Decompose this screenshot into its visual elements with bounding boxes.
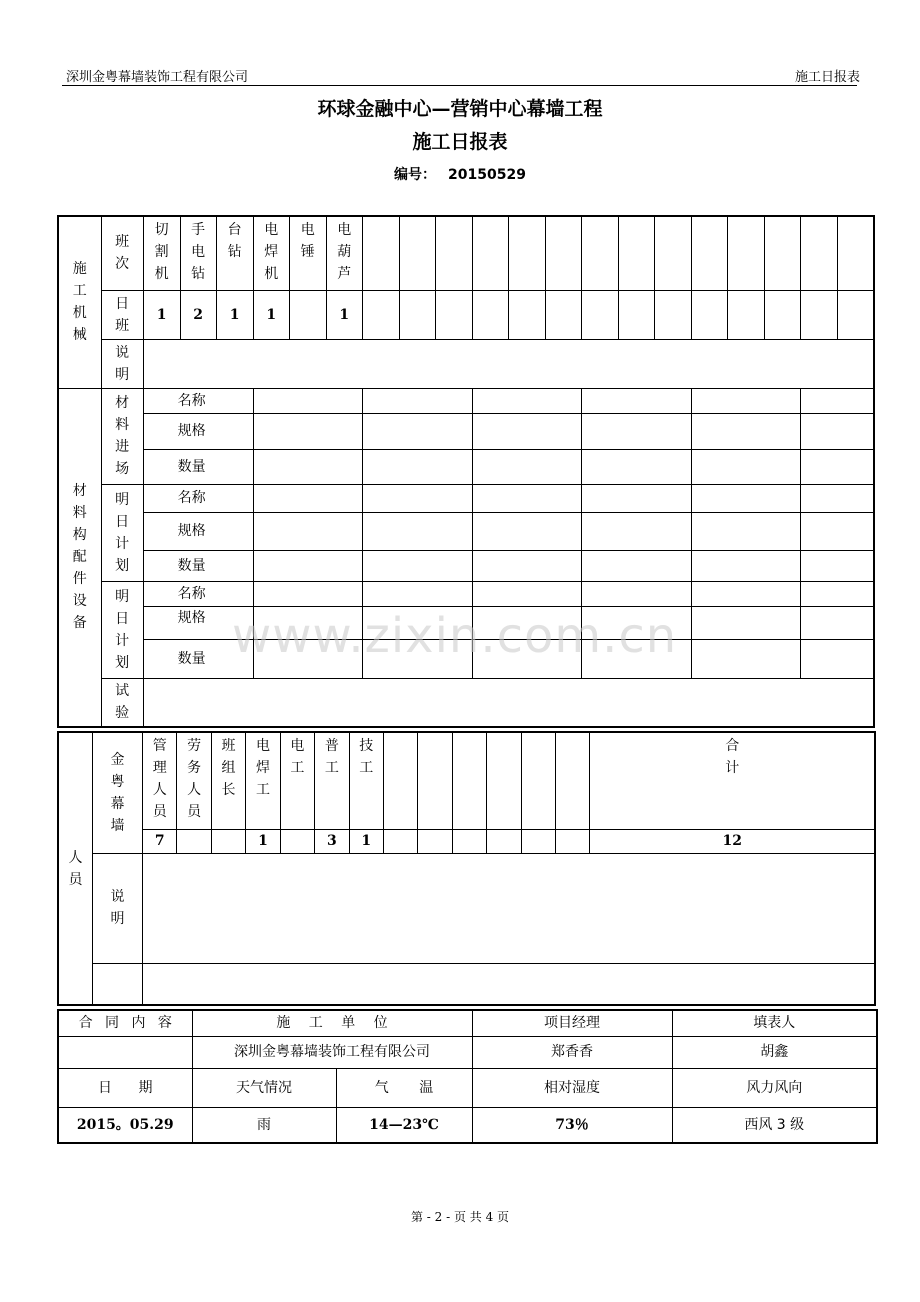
weather-label: 天气情况 bbox=[192, 1068, 336, 1107]
blank-cell bbox=[692, 512, 801, 550]
blank-cell bbox=[253, 581, 362, 606]
material-row-label: 名称 bbox=[143, 388, 253, 413]
equipment-count bbox=[289, 290, 326, 339]
date-label: 日 期 bbox=[58, 1068, 192, 1107]
unit-label: 施 工 单 位 bbox=[192, 1010, 472, 1036]
contract-label: 合 同 内 容 bbox=[58, 1010, 192, 1036]
material-row-label: 数量 bbox=[143, 550, 253, 581]
blank-cell bbox=[472, 550, 581, 581]
header-company: 深圳金粤幕墙装饰工程有限公司 bbox=[66, 70, 249, 85]
equipment-count: 1 bbox=[326, 290, 362, 339]
blank-cell bbox=[801, 581, 874, 606]
humidity-value: 73％ bbox=[472, 1107, 672, 1143]
blank-cell bbox=[801, 606, 874, 639]
blank-cell bbox=[508, 290, 545, 339]
role-name: 普工 bbox=[315, 732, 349, 829]
blank-cell bbox=[801, 512, 874, 550]
total-value: 12 bbox=[590, 829, 875, 853]
team-count: 7 bbox=[143, 829, 177, 853]
unit-value: 深圳金粤幕墙装饰工程有限公司 bbox=[192, 1036, 472, 1068]
material-row-label: 规格 bbox=[143, 606, 253, 639]
equipment-name: 台钻 bbox=[216, 216, 253, 290]
equipment-count: 2 bbox=[180, 290, 216, 339]
blank-cell bbox=[581, 216, 618, 290]
equipment-name: 电焊机 bbox=[253, 216, 289, 290]
blank-cell bbox=[581, 484, 691, 512]
blank-cell bbox=[418, 732, 452, 829]
blank-cell bbox=[801, 639, 874, 678]
blank-cell bbox=[521, 829, 555, 853]
role-name: 技工 bbox=[349, 732, 383, 829]
blank-cell bbox=[362, 216, 399, 290]
blank-cell bbox=[545, 216, 581, 290]
blank-cell bbox=[143, 963, 876, 1005]
blank-cell bbox=[452, 732, 486, 829]
date-value: 2015。05.29 bbox=[58, 1107, 192, 1143]
machinery-note-value bbox=[143, 339, 874, 388]
temp-label: 气 温 bbox=[336, 1068, 472, 1107]
role-name: 劳务人员 bbox=[177, 732, 211, 829]
material-row-label: 名称 bbox=[143, 581, 253, 606]
blank-cell bbox=[487, 732, 521, 829]
equipment-name: 电葫芦 bbox=[326, 216, 362, 290]
blank-cell bbox=[692, 484, 801, 512]
blank-cell bbox=[581, 581, 691, 606]
material-row-label: 数量 bbox=[143, 449, 253, 484]
blank-cell bbox=[362, 290, 399, 339]
personnel-table bbox=[57, 731, 876, 1006]
role-count bbox=[280, 829, 314, 853]
blank-cell bbox=[545, 290, 581, 339]
role-name: 班组长 bbox=[211, 732, 245, 829]
blank-cell bbox=[838, 216, 874, 290]
blank-cell bbox=[581, 290, 618, 339]
manager-value: 郑香香 bbox=[472, 1036, 672, 1068]
blank-cell bbox=[556, 829, 590, 853]
blank-cell bbox=[581, 550, 691, 581]
blank-cell bbox=[362, 484, 472, 512]
header-doc-type: 施工日报表 bbox=[794, 70, 860, 85]
test-label: 试验 bbox=[101, 678, 143, 727]
blank-cell bbox=[435, 216, 472, 290]
blank-cell bbox=[692, 413, 801, 449]
blank-cell bbox=[253, 512, 362, 550]
equipment-count: 1 bbox=[216, 290, 253, 339]
blank-cell bbox=[452, 829, 486, 853]
equipment-count: 1 bbox=[253, 290, 289, 339]
material-row-label: 数量 bbox=[143, 639, 253, 678]
blank-cell bbox=[472, 484, 581, 512]
blank-cell bbox=[765, 216, 801, 290]
role-count: 1 bbox=[246, 829, 280, 853]
blank-cell bbox=[581, 388, 691, 413]
blank-cell bbox=[692, 216, 728, 290]
material-row-label: 规格 bbox=[143, 512, 253, 550]
blank-cell bbox=[253, 484, 362, 512]
blank-cell bbox=[692, 388, 801, 413]
equipment-name: 电锤 bbox=[289, 216, 326, 290]
blank-cell bbox=[801, 550, 874, 581]
blank-cell bbox=[692, 606, 801, 639]
summary-table bbox=[57, 1009, 878, 1144]
wind-label: 风力风向 bbox=[672, 1068, 877, 1107]
blank-cell bbox=[801, 216, 838, 290]
material-row-label: 名称 bbox=[143, 484, 253, 512]
personnel-note-label: 说明 bbox=[92, 853, 142, 963]
blank-cell bbox=[692, 639, 801, 678]
machinery-section-label: 施工机械 bbox=[58, 216, 101, 388]
equipment-count: 1 bbox=[143, 290, 180, 339]
blank-cell bbox=[801, 449, 874, 484]
blank-cell bbox=[692, 581, 801, 606]
blank-cell bbox=[253, 413, 362, 449]
blank-cell bbox=[581, 512, 691, 550]
blank-cell bbox=[362, 388, 472, 413]
blank-cell bbox=[692, 290, 728, 339]
role-count: 1 bbox=[349, 829, 383, 853]
filler-label: 填表人 bbox=[672, 1010, 877, 1036]
blank-cell bbox=[487, 829, 521, 853]
blank-cell bbox=[765, 290, 801, 339]
blank-cell bbox=[728, 216, 765, 290]
role-name: 管理人员 bbox=[143, 732, 177, 829]
page-number: 第 - 2 - 页 共 4 页 bbox=[410, 1210, 510, 1224]
blank-cell bbox=[692, 449, 801, 484]
blank-cell bbox=[362, 413, 472, 449]
blank-cell bbox=[435, 290, 472, 339]
blank-cell bbox=[619, 290, 655, 339]
blank-cell bbox=[472, 413, 581, 449]
test-value bbox=[143, 678, 874, 727]
materials-group-label: 明日计划 bbox=[101, 484, 143, 581]
blank-cell bbox=[399, 290, 435, 339]
role-count bbox=[177, 829, 211, 853]
blank-cell bbox=[472, 388, 581, 413]
blank-cell bbox=[619, 216, 655, 290]
equipment-name: 切割机 bbox=[143, 216, 180, 290]
total-label: 合计 bbox=[590, 732, 875, 829]
page-title: 环球金融中心—营销中心幕墙工程 bbox=[317, 98, 603, 120]
blank-cell bbox=[253, 449, 362, 484]
team-label: 金粤幕墙 bbox=[92, 732, 142, 853]
blank-cell bbox=[472, 581, 581, 606]
blank-cell bbox=[472, 449, 581, 484]
blank-cell bbox=[383, 829, 417, 853]
blank-cell bbox=[581, 413, 691, 449]
temp-value: 14—23℃ bbox=[336, 1107, 472, 1143]
filler-value: 胡鑫 bbox=[672, 1036, 877, 1068]
blank-cell bbox=[581, 449, 691, 484]
humidity-label: 相对湿度 bbox=[472, 1068, 672, 1107]
role-name: 电焊工 bbox=[246, 732, 280, 829]
blank-cell bbox=[253, 388, 362, 413]
role-count: 3 bbox=[315, 829, 349, 853]
blank-cell bbox=[801, 413, 874, 449]
equipment-name: 手电钻 bbox=[180, 216, 216, 290]
blank-cell bbox=[801, 290, 838, 339]
blank-cell bbox=[556, 732, 590, 829]
day-shift-label: 日班 bbox=[101, 290, 143, 339]
materials-group-label: 明日计划 bbox=[101, 581, 143, 678]
blank-cell bbox=[521, 732, 555, 829]
personnel-note-value bbox=[143, 853, 876, 963]
blank-cell bbox=[801, 388, 874, 413]
role-name: 电工 bbox=[280, 732, 314, 829]
blank-cell bbox=[362, 550, 472, 581]
wind-value: 西风 3 级 bbox=[672, 1107, 877, 1143]
blank-cell bbox=[655, 290, 692, 339]
materials-section-label: 材料构配件设备 bbox=[58, 388, 101, 727]
blank-cell bbox=[92, 963, 142, 1005]
blank-cell bbox=[472, 216, 508, 290]
header-divider bbox=[62, 85, 857, 86]
blank-cell bbox=[362, 512, 472, 550]
blank-cell bbox=[801, 484, 874, 512]
blank-cell bbox=[362, 581, 472, 606]
manager-label: 项目经理 bbox=[472, 1010, 672, 1036]
number-value: 20150529 bbox=[448, 167, 526, 183]
blank-cell bbox=[728, 290, 765, 339]
material-row-label: 规格 bbox=[143, 413, 253, 449]
role-count bbox=[211, 829, 245, 853]
blank-cell bbox=[253, 550, 362, 581]
watermark: www.zixin.com.cn bbox=[232, 608, 678, 664]
blank-cell bbox=[508, 216, 545, 290]
machinery-note-label: 说明 bbox=[101, 339, 143, 388]
blank-cell bbox=[472, 290, 508, 339]
blank-cell bbox=[692, 550, 801, 581]
personnel-section-label: 人员 bbox=[58, 732, 92, 1005]
blank-cell bbox=[362, 449, 472, 484]
document-number bbox=[0, 164, 920, 184]
blank-cell bbox=[838, 290, 874, 339]
shift-label: 班次 bbox=[101, 216, 143, 290]
materials-group-label: 材料进场 bbox=[101, 388, 143, 484]
blank-cell bbox=[418, 829, 452, 853]
page-subtitle: 施工日报表 bbox=[412, 131, 508, 153]
blank-cell bbox=[472, 512, 581, 550]
blank-cell bbox=[399, 216, 435, 290]
blank-cell bbox=[655, 216, 692, 290]
weather-value: 雨 bbox=[192, 1107, 336, 1143]
blank-cell bbox=[383, 732, 417, 829]
contract-value bbox=[58, 1036, 192, 1068]
number-label: 编号： bbox=[394, 167, 437, 183]
